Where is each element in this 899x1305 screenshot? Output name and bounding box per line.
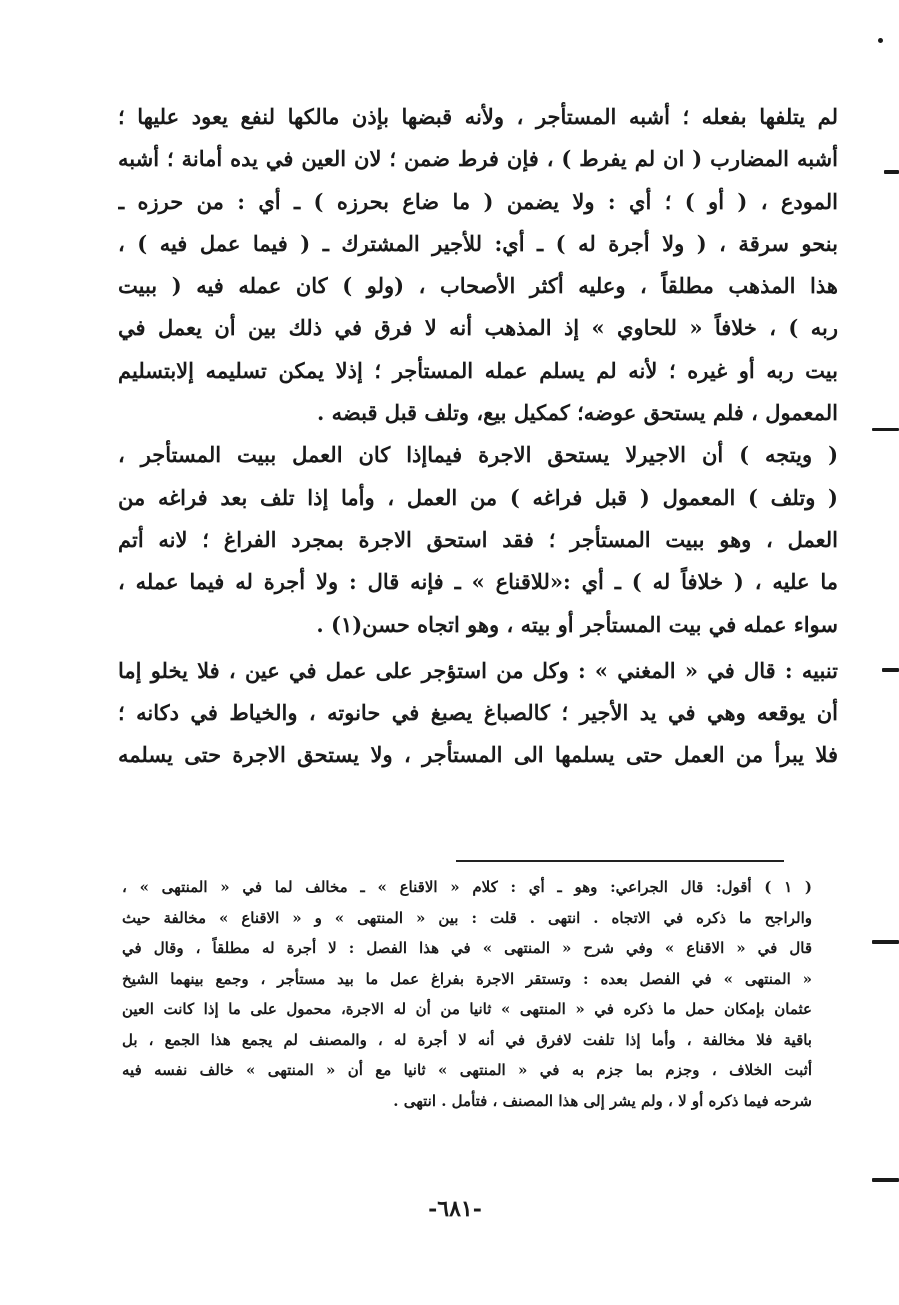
text-line: هذا المذهب مطلقاً ، وعليه أكثر الأصحاب ، (ولو ) كان عمله فيه ( ببيت [118, 273, 838, 299]
text-line: لم يتلفها بفعله ؛ أشبه المستأجر ، ولأنه قبضها بإذن مالكها لنفع يعود عليها ؛ [118, 104, 838, 129]
scan-mark [884, 170, 899, 174]
footnote-line: باقية فلا مخالفة ، وأما إذا تلفت لافرق في أنه لا أجرة له ، والمصنف لم يجمع هذا الجمع ، بل [122, 1030, 812, 1049]
text-line: بنحو سرقة ، ( ولا أجرة له ) ـ أي: للأجير المشترك ـ ( فيما عمل فيه ) ، [118, 230, 838, 256]
text-line: بيت ربه أو غيره ؛ لأنه لم يسلم عمله المستأجر ؛ إذلا يمكن تسليمه إلابتسليم [118, 357, 838, 383]
scan-mark [878, 38, 883, 43]
text-line: المودع ، ( أو ) ؛ أي : ولا يضمن ( ما ضاع بحرزه ) ـ أي : من حرزه ـ [118, 188, 838, 214]
scan-mark [872, 1178, 899, 1182]
text-line: فلا يبرأ من العمل حتى يسلمها الى المستأجر ، ولا يستحق الاجرة حتى يسلمه [118, 742, 838, 768]
text-line: المعمول ، فلم يستحق عوضه؛ كمكيل بيع، وتلف قبل قبضه . [317, 400, 838, 426]
text-line: ( وتلف ) المعمول ( قبل فراغه ) من العمل ، وأما إذا تلف بعد فراغه من [118, 484, 838, 510]
text-line: سواء عمله في بيت المستأجر أو بيته ، وهو اتجاه حسن(١) . [316, 611, 838, 637]
footnote-line: والراجح ما ذكره في الاتجاه . انتهى . قلت : بين « المنتهى » و « الاقناع » مخالفة حيث [122, 908, 812, 927]
scan-mark [872, 940, 899, 944]
main-text [118, 96, 838, 777]
text-line: العمل ، وهو ببيت المستأجر ؛ فقد استحق الاجرة بمجرد الفراغ ؛ لانه أتم [118, 526, 838, 552]
text-line: أشبه المضارب ( ان لم يفرط ) ، فإن فرط ضمن ؛ لان العين في يده أمانة ؛ أشبه [118, 146, 838, 172]
text-line: ربه ) ، خلافاً « للحاوي » إذ المذهب أنه لا فرق في ذلك بين أن يعمل في [118, 315, 838, 341]
footnote-line: عثمان بإمكان حمل ما ذكره في « المنتهى » ثانيا من أن له الاجرة، محمول على ما إذا كانت العين [122, 1000, 812, 1018]
footnote-line: ( ١ ) أقول: قال الجراعي: وهو ـ أي : كلام « الاقناع » ـ مخالف لما في « المنتهى » ، [122, 878, 812, 896]
text-line: ( ويتجه ) أن الاجيرلا يستحق الاجرة فيماإذا كان العمل ببيت المستأجر ، [118, 442, 838, 468]
footnote-line: شرحه فيما ذكره أو لا ، ولم يشر إلى هذا المصنف ، فتأمل . انتهى . [393, 1091, 812, 1110]
text-line: ما عليه ، ( خلافاً له ) ـ أي :«للاقناع » ـ فإنه قال : ولا أجرة له فيما عمله ، [118, 569, 838, 595]
scan-mark [882, 668, 899, 672]
scan-mark [872, 428, 899, 431]
text-line: أن يوقعه وهي في يد الأجير ؛ كالصباغ يصبغ في حانوته ، والخياط في دكانه ؛ [118, 700, 838, 726]
footnote-line: أثبت الخلاف ، وجزم بما جزم به في « المنتهى » ثانيا مع أن « المنتهى » خالف نفسه فيه [122, 1061, 812, 1079]
text-line: تنبيه : قال في « المغني » : وكل من استؤجر على عمل في عين ، فلا يخلو إما [118, 657, 838, 683]
page-number: -٦٨١- [428, 1196, 482, 1222]
footnotes [122, 872, 812, 1116]
footnote-line: « المنتهى » في الفصل بعده : وتستقر الاجرة بفراغ عمل ما بيد مستأجر ، وجمع بينهما الشيخ [122, 969, 812, 988]
footnote-separator [456, 860, 784, 862]
footnote-line: قال في « الاقناع » وفي شرح « المنتهى » في هذا الفصل : لا أجرة له مطلقاً ، وقال في [122, 939, 812, 957]
